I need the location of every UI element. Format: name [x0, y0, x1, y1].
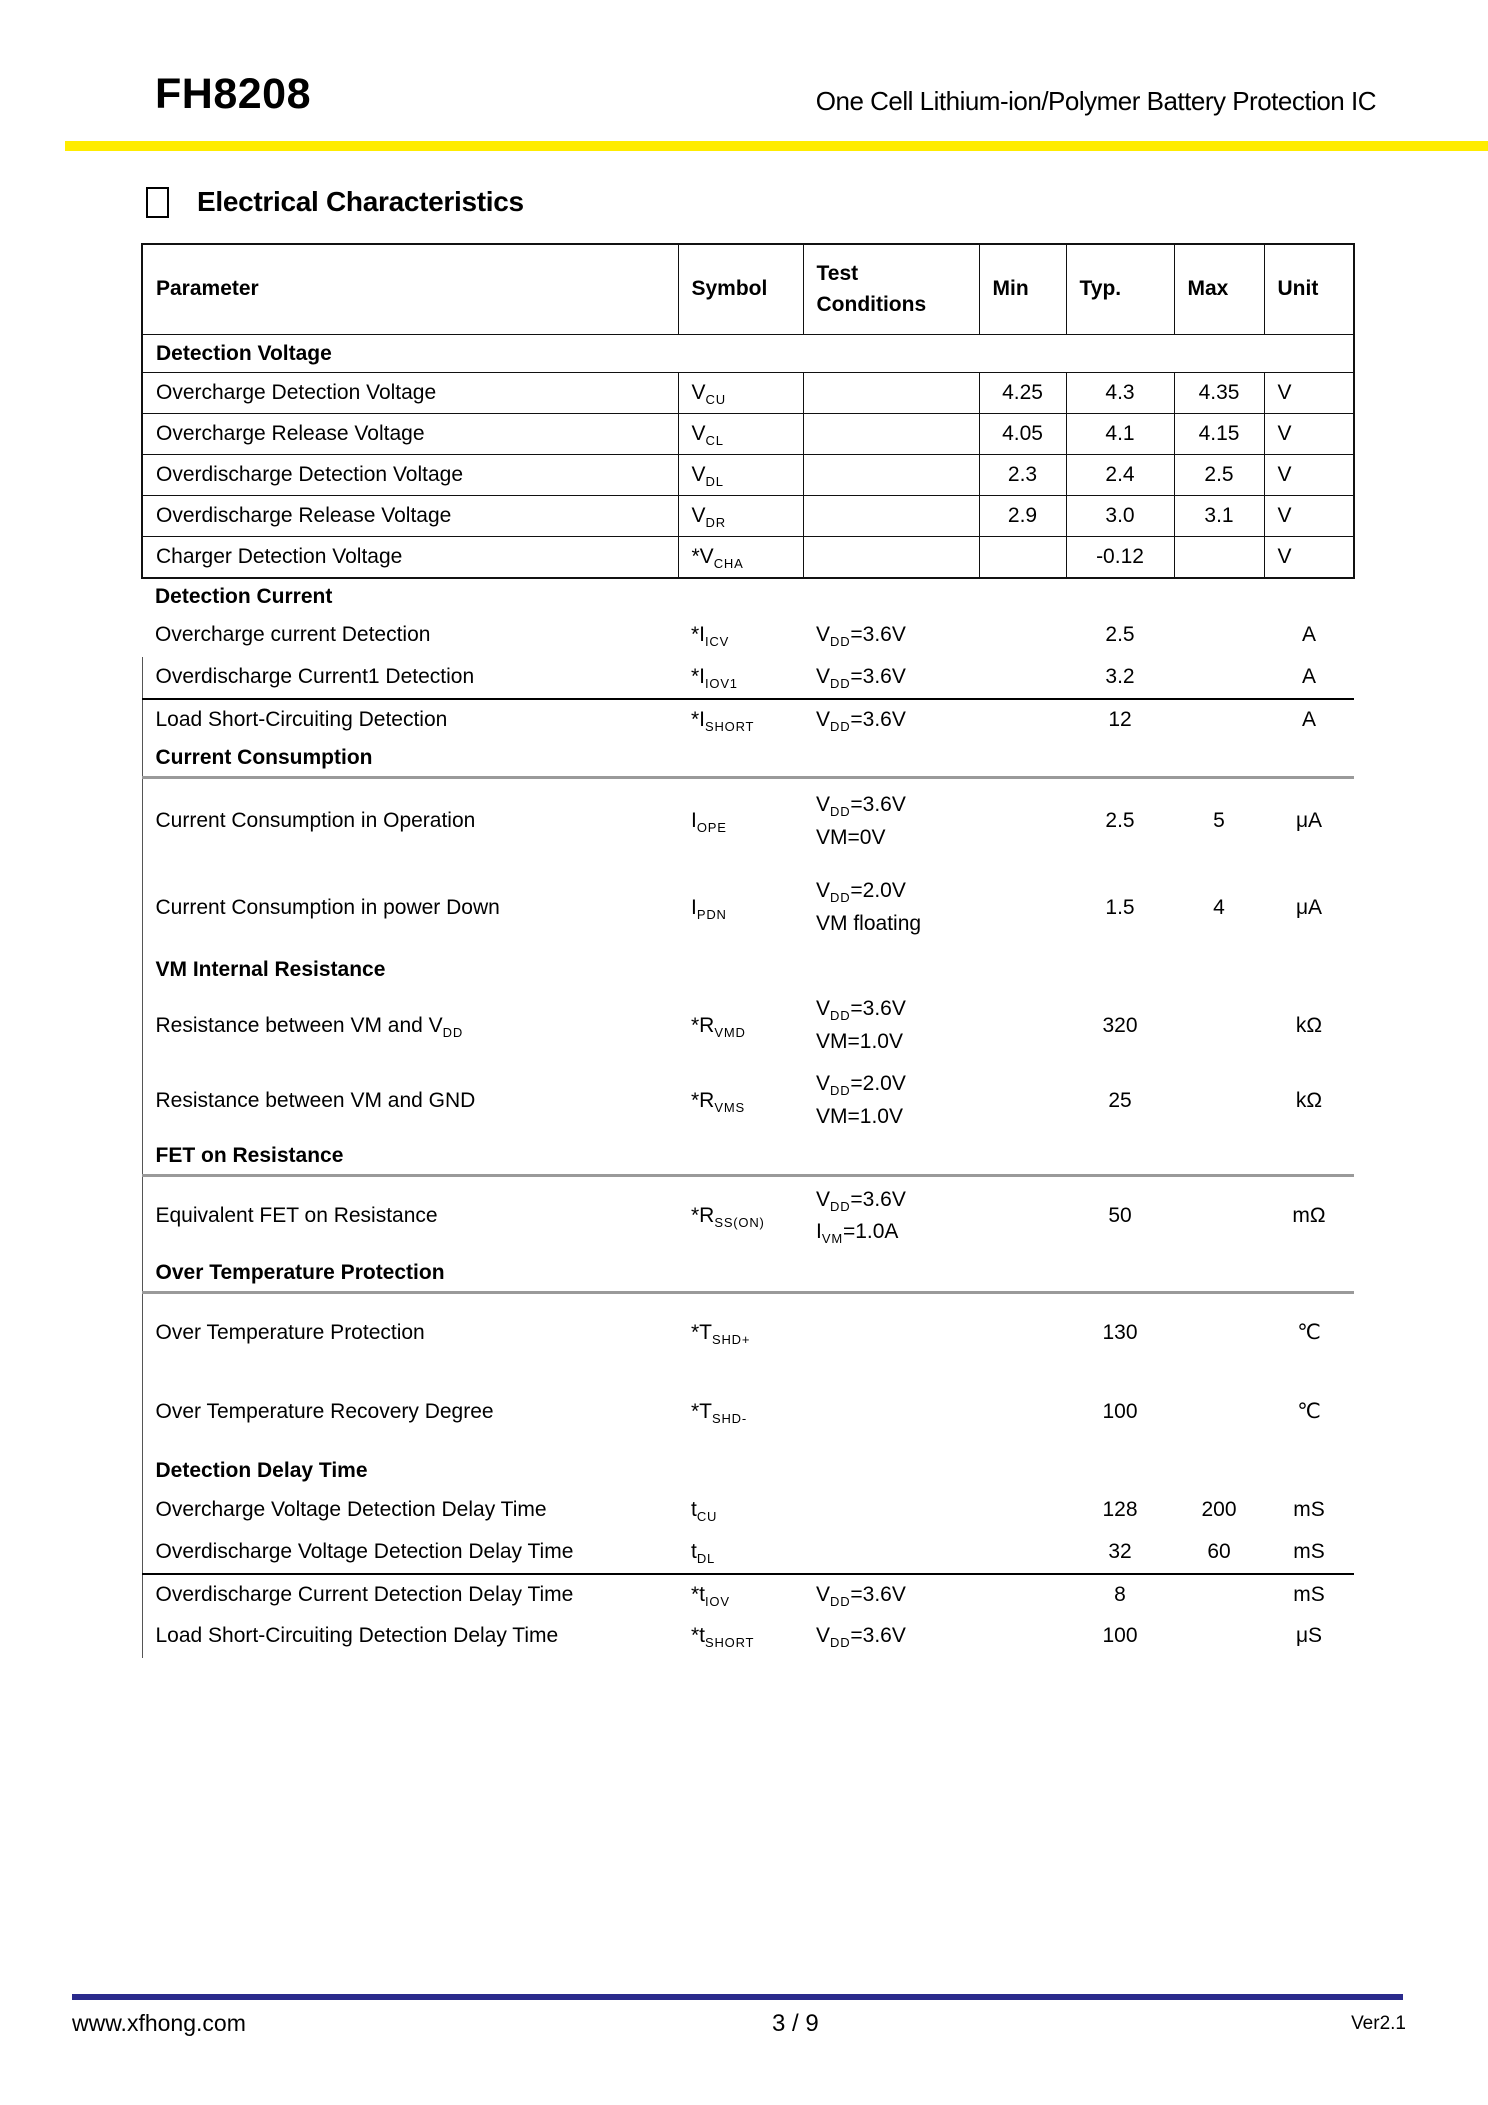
- table-row: [142, 989, 1354, 1064]
- header-accent-bar: [65, 141, 1488, 151]
- unit-cell: V: [1264, 373, 1354, 414]
- param-cell: Resistance between VM and $V_{DD}$: [142, 989, 678, 1064]
- typ-cell: 320: [1102, 1013, 1138, 1037]
- symbol-cell: $*T_{SHD-}$: [691, 1400, 747, 1427]
- square-bullet-icon: [146, 187, 169, 218]
- section-heading: [146, 186, 524, 218]
- min-cell: 4.05: [979, 414, 1066, 455]
- col-header-symbol: Symbol: [678, 244, 803, 335]
- max-cell: [1174, 1176, 1264, 1256]
- typ-cell: 50: [1108, 1203, 1132, 1227]
- param-cell: Overdischarge Release Voltage: [142, 496, 678, 537]
- table-row: [142, 1490, 1354, 1532]
- cond-cell: [803, 1293, 979, 1373]
- max-cell: [1174, 699, 1264, 741]
- typ-cell: -0.12: [1066, 537, 1174, 578]
- typ-cell: 100: [1102, 1400, 1138, 1424]
- unit-cell: V: [1264, 455, 1354, 496]
- cond-cell: $V_{DD}=2.0V$ VM=1.0V: [816, 1072, 906, 1128]
- param-cell: Load Short-Circuiting Detection: [142, 699, 678, 741]
- max-cell: 2.5: [1174, 455, 1264, 496]
- symbol-cell: $t_{CU}$: [691, 1498, 718, 1525]
- table-row: [142, 615, 1354, 657]
- unit-cell: μA: [1295, 895, 1323, 919]
- max-cell: 200: [1201, 1498, 1237, 1522]
- section-label: Detection Voltage: [142, 335, 1354, 373]
- symbol-cell: $*I_{IOV1}$: [678, 657, 803, 699]
- max-cell: [1174, 1373, 1264, 1453]
- cond-cell: $V_{DD}=3.6V$: [816, 1582, 906, 1609]
- min-cell: [979, 989, 1066, 1064]
- symbol-cell: $*t_{SHORT}$: [691, 1624, 755, 1651]
- min-cell: [979, 1176, 1066, 1256]
- cond-cell: $V_{DD}=2.0V$ VM floating: [816, 879, 922, 935]
- min-cell: 2.3: [979, 455, 1066, 496]
- section-label: Over Temperature Protection: [142, 1256, 1354, 1293]
- table-row: [142, 657, 1354, 699]
- table-row: [142, 414, 1354, 455]
- section-label: FET on Resistance: [142, 1139, 1354, 1176]
- typ-cell: 3.2: [1066, 657, 1174, 699]
- typ-cell: 2.4: [1066, 455, 1174, 496]
- min-cell: [979, 1532, 1066, 1574]
- footer-divider: [72, 1994, 1403, 2000]
- min-cell: 2.9: [979, 496, 1066, 537]
- unit-cell: kΩ: [1295, 1013, 1323, 1037]
- symbol-cell: $*R_{VMS}$: [691, 1088, 745, 1115]
- cond-cell: [803, 1490, 979, 1532]
- unit-cell: μA: [1295, 809, 1323, 833]
- symbol-cell: $I_{OPE}$: [691, 809, 727, 836]
- symbol-cell: $V_{CU}$: [678, 373, 803, 414]
- electrical-characteristics-table: [141, 243, 1355, 1658]
- table-row: [142, 496, 1354, 537]
- min-cell: [979, 615, 1066, 657]
- footer-website: www.xfhong.com: [72, 2010, 246, 2036]
- max-cell: [1174, 989, 1264, 1064]
- col-header-parameter: Parameter: [142, 244, 678, 335]
- unit-cell: ℃: [1297, 1320, 1321, 1344]
- symbol-cell: $V_{CL}$: [678, 414, 803, 455]
- typ-cell: 12: [1108, 707, 1132, 731]
- symbol-cell: $*V_{CHA}$: [678, 537, 803, 578]
- max-cell: 5: [1213, 809, 1225, 833]
- table-row: [142, 865, 1354, 952]
- symbol-cell: $t_{DL}$: [678, 1532, 803, 1574]
- max-cell: [1174, 1293, 1264, 1373]
- col-header-min: Min: [979, 244, 1066, 335]
- section-heading-title: Electrical Characteristics: [197, 186, 524, 217]
- min-cell: [979, 778, 1066, 865]
- section-row: [142, 741, 1354, 778]
- param-cell: Over Temperature Protection: [142, 1293, 678, 1373]
- cond-cell: [803, 537, 979, 578]
- param-cell: Overdischarge Current Detection Delay Time: [142, 1574, 678, 1616]
- min-cell: [979, 865, 1066, 952]
- symbol-cell: $*R_{VMD}$: [691, 1013, 746, 1040]
- cond-cell: $V_{DD}=3.6V$ $I_{VM}=1.0A$: [816, 1187, 906, 1247]
- unit-cell: μS: [1295, 1624, 1323, 1648]
- typ-cell: 4.1: [1066, 414, 1174, 455]
- param-cell: Current Consumption in power Down: [142, 865, 678, 952]
- table-row: [142, 778, 1354, 865]
- min-cell: [979, 537, 1066, 578]
- table-row: [142, 1616, 1354, 1658]
- min-cell: [979, 699, 1066, 741]
- param-cell: Overdischarge Voltage Detection Delay Time: [142, 1532, 678, 1574]
- min-cell: [979, 657, 1066, 699]
- section-row: [142, 1139, 1354, 1176]
- unit-cell: A: [1301, 623, 1316, 647]
- unit-cell: kΩ: [1295, 1088, 1323, 1112]
- table-row: [142, 1176, 1354, 1256]
- param-cell: Current Consumption in Operation: [142, 778, 678, 865]
- col-header-test-conditions: Test Conditions: [803, 244, 979, 335]
- min-cell: [979, 1616, 1066, 1658]
- section-row: [142, 578, 1354, 615]
- param-cell: Overcharge Release Voltage: [142, 414, 678, 455]
- max-cell: [1174, 1064, 1264, 1139]
- max-cell: [1174, 615, 1264, 657]
- col-header-unit: Unit: [1264, 244, 1354, 335]
- param-cell: Equivalent FET on Resistance: [142, 1176, 678, 1256]
- section-label: Detection Current: [155, 584, 333, 608]
- table-row: [142, 455, 1354, 496]
- section-row: [142, 1453, 1354, 1490]
- min-cell: [979, 1490, 1066, 1532]
- param-cell: Overdischarge Detection Voltage: [142, 455, 678, 496]
- typ-cell: 1.5: [1105, 895, 1135, 919]
- min-cell: [979, 1574, 1066, 1616]
- table-header-row: [142, 244, 1354, 335]
- table-row: [142, 373, 1354, 414]
- param-cell: Load Short-Circuiting Detection Delay Time: [142, 1616, 678, 1658]
- cond-cell: [803, 1373, 979, 1453]
- min-cell: [979, 1064, 1066, 1139]
- symbol-cell: $*R_{SS(ON)}$: [691, 1203, 765, 1231]
- spec-table: [141, 243, 1355, 1658]
- table-row: [142, 1532, 1354, 1574]
- max-cell: 4.35: [1174, 373, 1264, 414]
- section-row: [142, 1256, 1354, 1293]
- col-header-max: Max: [1174, 244, 1264, 335]
- cond-cell: $V_{DD}=3.6V$ VM=0V: [816, 793, 906, 849]
- param-cell: Overdischarge Current1 Detection: [142, 657, 678, 699]
- symbol-cell: $V_{DL}$: [678, 455, 803, 496]
- section-label: Current Consumption: [142, 741, 1354, 778]
- symbol-cell: $*T_{SHD+}$: [691, 1320, 751, 1348]
- param-cell: Resistance between VM and GND: [142, 1064, 678, 1139]
- section-label: VM Internal Resistance: [142, 952, 1354, 989]
- cond-cell: $V_{DD}=3.6V$: [803, 657, 979, 699]
- table-row: [142, 1574, 1354, 1616]
- typ-cell: 4.3: [1066, 373, 1174, 414]
- cond-cell: [803, 414, 979, 455]
- max-cell: [1174, 657, 1264, 699]
- unit-cell: mS: [1264, 1532, 1354, 1574]
- cond-cell: [803, 455, 979, 496]
- param-cell: Overcharge current Detection: [155, 623, 431, 647]
- table-row: [142, 537, 1354, 578]
- table-row: [142, 1373, 1354, 1453]
- document-subtitle: One Cell Lithium-ion/Polymer Battery Protection IC: [815, 86, 1376, 116]
- unit-cell: V: [1264, 537, 1354, 578]
- unit-cell: V: [1264, 414, 1354, 455]
- unit-cell: mΩ: [1292, 1203, 1326, 1227]
- product-title: FH8208: [155, 70, 311, 118]
- max-cell: 4.15: [1174, 414, 1264, 455]
- typ-cell: 3.0: [1066, 496, 1174, 537]
- max-cell: [1174, 1616, 1264, 1658]
- param-cell: Over Temperature Recovery Degree: [142, 1373, 678, 1453]
- max-cell: 60: [1174, 1532, 1264, 1574]
- max-cell: 4: [1213, 895, 1225, 919]
- unit-cell: V: [1264, 496, 1354, 537]
- typ-cell: 8: [1114, 1582, 1126, 1606]
- footer-version: Ver2.1: [1351, 2013, 1406, 2034]
- cond-cell: [803, 1532, 979, 1574]
- min-cell: 4.25: [979, 373, 1066, 414]
- unit-cell: A: [1264, 657, 1354, 699]
- symbol-cell: $*I_{SHORT}$: [691, 707, 755, 734]
- table-row: [142, 699, 1354, 741]
- table-row: [142, 1064, 1354, 1139]
- symbol-cell: $*I_{ICV}$: [691, 623, 730, 650]
- section-row: [142, 952, 1354, 989]
- min-cell: [979, 1373, 1066, 1453]
- section-row: [142, 335, 1354, 373]
- max-cell: [1174, 537, 1264, 578]
- symbol-cell: $*t_{IOV}$: [691, 1582, 730, 1609]
- param-cell: Overcharge Voltage Detection Delay Time: [142, 1490, 678, 1532]
- typ-cell: 128: [1102, 1498, 1138, 1522]
- cond-cell: $V_{DD}=3.6V$ VM=1.0V: [816, 997, 906, 1053]
- symbol-cell: $V_{DR}$: [678, 496, 803, 537]
- cond-cell: [803, 496, 979, 537]
- typ-cell: 2.5: [1105, 809, 1135, 833]
- typ-cell: 100: [1102, 1624, 1138, 1648]
- max-cell: [1174, 1574, 1264, 1616]
- param-cell: Charger Detection Voltage: [142, 537, 678, 578]
- min-cell: [979, 1293, 1066, 1373]
- cond-cell: $V_{DD}=3.6V$: [816, 707, 906, 734]
- typ-cell: 2.5: [1105, 623, 1135, 647]
- max-cell: 3.1: [1174, 496, 1264, 537]
- cond-cell: [803, 373, 979, 414]
- unit-cell: ℃: [1297, 1400, 1321, 1424]
- cond-cell: $V_{DD}=3.6V$: [816, 623, 906, 650]
- unit-cell: mS: [1293, 1582, 1325, 1606]
- col-header-typ: Typ.: [1066, 244, 1174, 335]
- symbol-cell: $I_{PDN}$: [691, 895, 727, 922]
- table-row: [142, 1293, 1354, 1373]
- typ-cell: 25: [1108, 1088, 1132, 1112]
- unit-cell: mS: [1293, 1498, 1325, 1522]
- unit-cell: A: [1301, 707, 1316, 731]
- footer-page-number: 3 / 9: [772, 2010, 819, 2037]
- param-cell: Overcharge Detection Voltage: [142, 373, 678, 414]
- typ-cell: 32: [1066, 1532, 1174, 1574]
- section-label: Detection Delay Time: [142, 1453, 1354, 1490]
- typ-cell: 130: [1102, 1320, 1138, 1344]
- cond-cell: $V_{DD}=3.6V$: [816, 1624, 906, 1651]
